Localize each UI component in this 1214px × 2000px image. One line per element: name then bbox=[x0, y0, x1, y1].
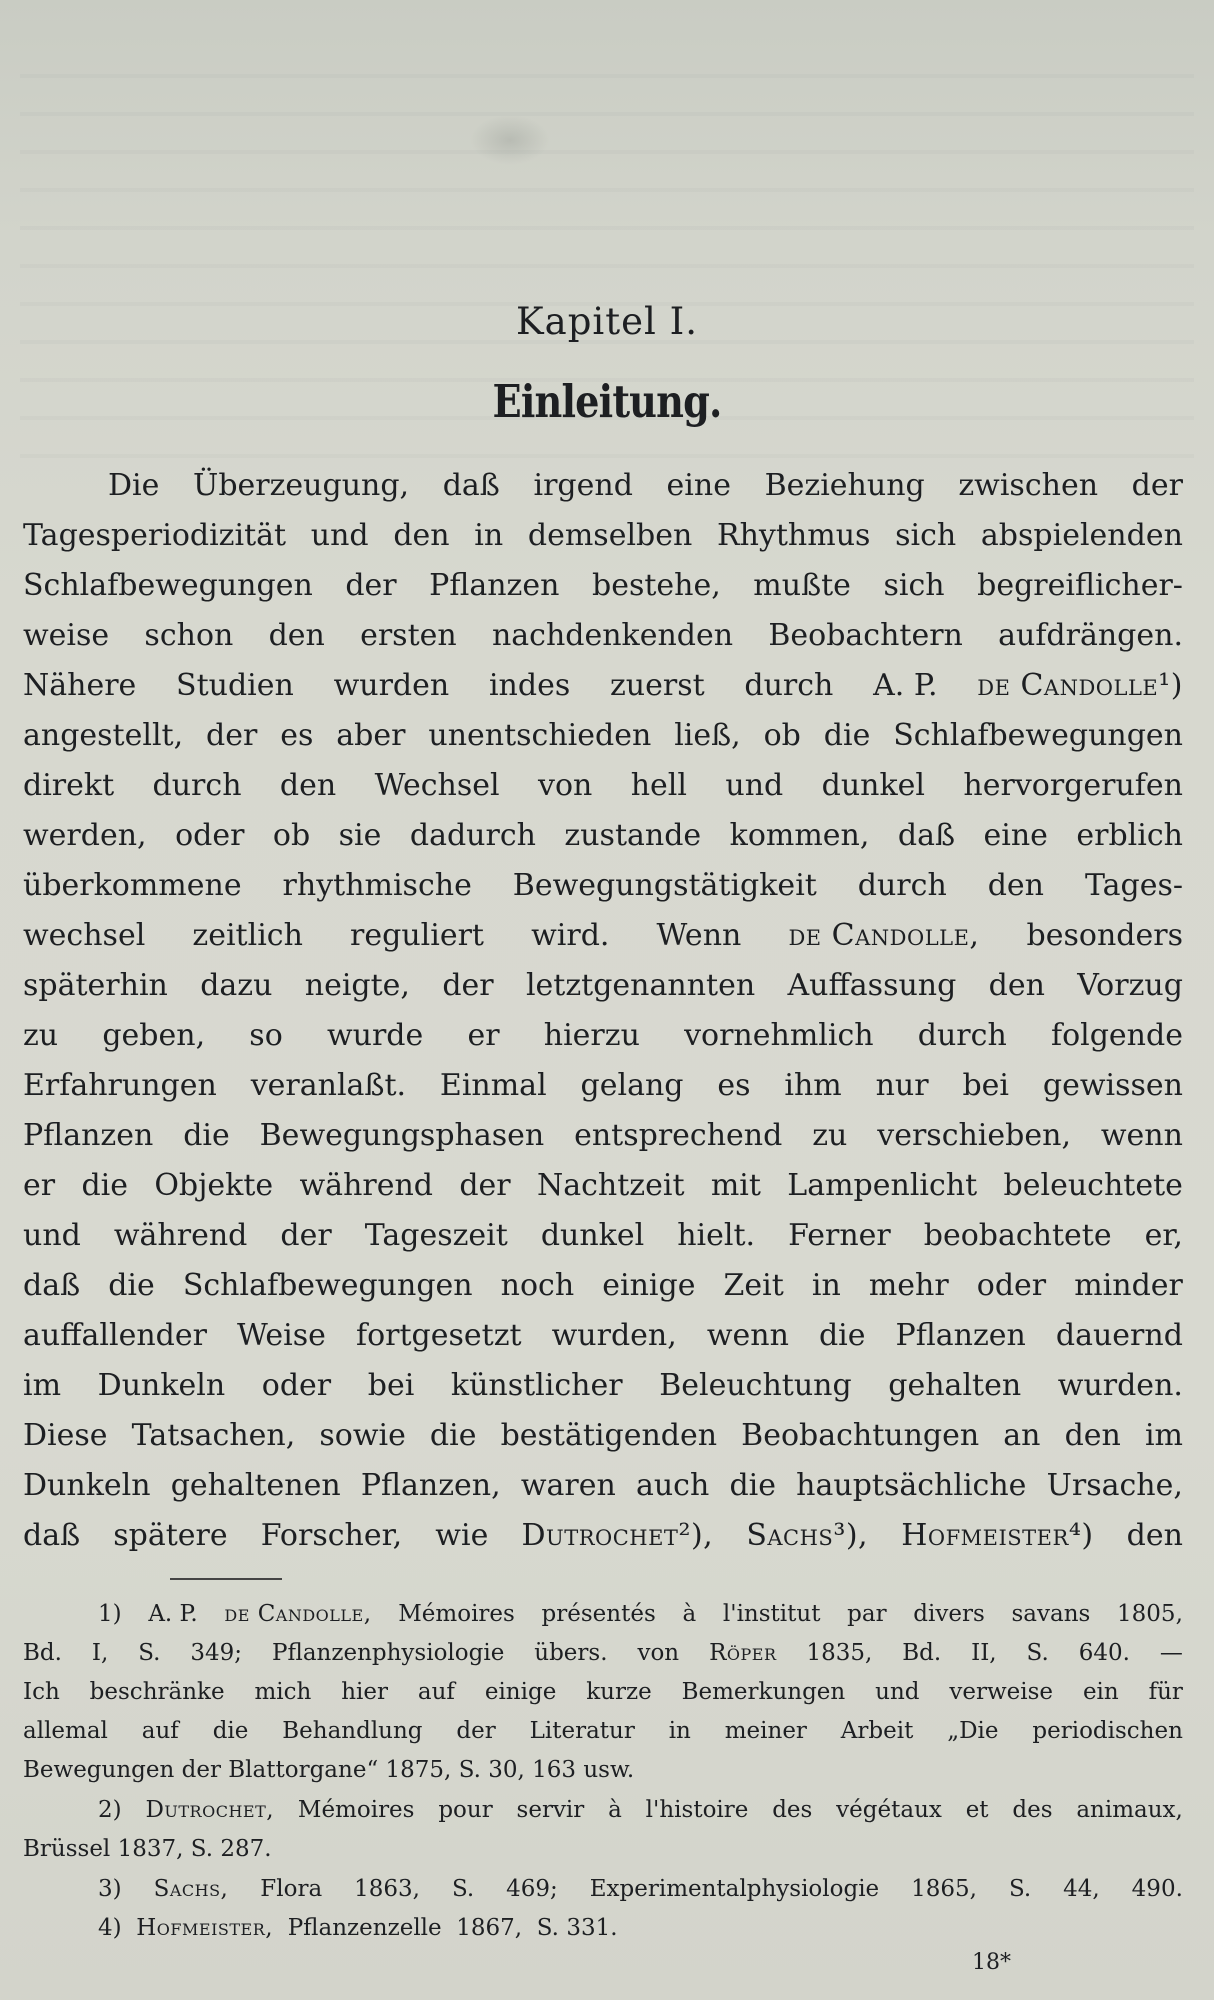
footnote-line: 1) A. P. de Candolle, Mémoires présentés à l'institut par divers savans 1805, bbox=[23, 1595, 1183, 1634]
footnote-line: allemal auf die Behandlung der Literatur in meiner Arbeit „Die periodischen bbox=[23, 1718, 1183, 1744]
paper-smudge bbox=[470, 115, 550, 165]
footnote-line: 3) Sachs, Flora 1863, S. 469; Experimentalphysiologie 1865, S. 44, 490. bbox=[23, 1870, 1183, 1909]
author-name: Hofmeister⁴) bbox=[901, 1518, 1094, 1553]
text-line: Pflanzen die Bewegungsphasen entsprechend zu verschieben, wenn bbox=[23, 1118, 1183, 1153]
author-name: Dutrochet, bbox=[145, 1797, 275, 1823]
author-name: Sachs, bbox=[153, 1876, 229, 1902]
footnote-line: Bewegungen der Blattorgane“ 1875, S. 30, 163 usw. bbox=[23, 1757, 635, 1783]
text-line: und während der Tageszeit dunkel hielt. Ferner beobachtete er, bbox=[23, 1218, 1183, 1253]
footnotes bbox=[23, 1595, 1183, 1948]
text-line: er die Objekte während der Nachtzeit mit Lampenlicht beleuchtete bbox=[23, 1168, 1183, 1203]
text-line: daß die Schlafbewegungen noch einige Zeit in mehr oder minder bbox=[23, 1268, 1183, 1303]
text-line: zu geben, so wurde er hierzu vornehmlich durch folgende bbox=[23, 1018, 1183, 1053]
body-paragraph bbox=[23, 461, 1183, 1561]
text-line: Tagesperiodizität und den in demselben Rhythmus sich abspielenden bbox=[23, 518, 1183, 553]
signature-mark: 18* bbox=[972, 1950, 1011, 1975]
text-line: Diese Tatsachen, sowie die bestätigenden Beobachtungen an den im bbox=[23, 1418, 1183, 1453]
footnote-rule bbox=[170, 1578, 282, 1580]
text-line: auffallender Weise fortgesetzt wurden, wenn die Pflanzen dauernd bbox=[23, 1318, 1183, 1353]
author-name: Dutrochet²), bbox=[521, 1518, 714, 1553]
footnote-line: Brüssel 1837, S. 287. bbox=[23, 1836, 272, 1862]
text-line: weise schon den ersten nachdenkenden Beobachtern aufdrängen. bbox=[23, 618, 1183, 653]
text-line: wechsel zeitlich reguliert wird. Wenn de Candolle, besonders bbox=[23, 911, 1183, 961]
footnote-line: Ich beschränke mich hier auf einige kurze Bemerkungen und verweise ein für bbox=[23, 1679, 1183, 1705]
section-heading: Einleitung. bbox=[492, 375, 722, 428]
text-line: direkt durch den Wechsel von hell und dunkel hervorgerufen bbox=[23, 768, 1183, 803]
text-line: Dunkeln gehaltenen Pflanzen, waren auch die hauptsächliche Ursache, bbox=[23, 1468, 1183, 1503]
author-name: de Candolle, bbox=[788, 918, 980, 953]
text-line: daß spätere Forscher, wie Dutrochet²), Sachs³), Hofmeister⁴) den bbox=[23, 1511, 1183, 1561]
text-line: werden, oder ob sie dadurch zustande kommen, daß eine erblich bbox=[23, 818, 1183, 853]
text-line: überkommene rhythmische Bewegungstätigkeit durch den Tages- bbox=[23, 868, 1183, 903]
footnote-line: 4) Hofmeister, Pflanzenzelle 1867, S. 331. bbox=[23, 1909, 1183, 1948]
author-name: de Candolle¹) bbox=[977, 668, 1183, 703]
author-name: Hofmeister, bbox=[136, 1915, 274, 1941]
text-line: späterhin dazu neigte, der letztgenannten Auffassung den Vorzug bbox=[23, 968, 1183, 1003]
text-line: Die Überzeugung, daß irgend eine Beziehung zwischen der bbox=[108, 468, 1183, 503]
footnote-line: 2) Dutrochet, Mémoires pour servir à l'histoire des végétaux et des animaux, bbox=[23, 1791, 1183, 1830]
author-name: de Candolle, bbox=[224, 1601, 372, 1627]
text-line: im Dunkeln oder bei künstlicher Beleuchtung gehalten wurden. bbox=[23, 1368, 1183, 1403]
author-name: Röper bbox=[709, 1640, 777, 1666]
text-line: Erfahrungen veranlaßt. Einmal gelang es ihm nur bei gewissen bbox=[23, 1068, 1183, 1103]
author-name: Sachs³), bbox=[746, 1518, 869, 1553]
text-line: angestellt, der es aber unentschieden ließ, ob die Schlafbewegungen bbox=[23, 718, 1183, 753]
text-line: Schlafbewegungen der Pflanzen bestehe, mußte sich begreiflicher- bbox=[23, 568, 1183, 603]
footnote-line: Bd. I, S. 349; Pflanzenphysiologie übers. von Röper 1835, Bd. II, S. 640. — bbox=[23, 1634, 1183, 1673]
chapter-label: Kapitel I. bbox=[516, 300, 698, 343]
text-line: Nähere Studien wurden indes zuerst durch A. P. de Candolle¹) bbox=[23, 661, 1183, 711]
